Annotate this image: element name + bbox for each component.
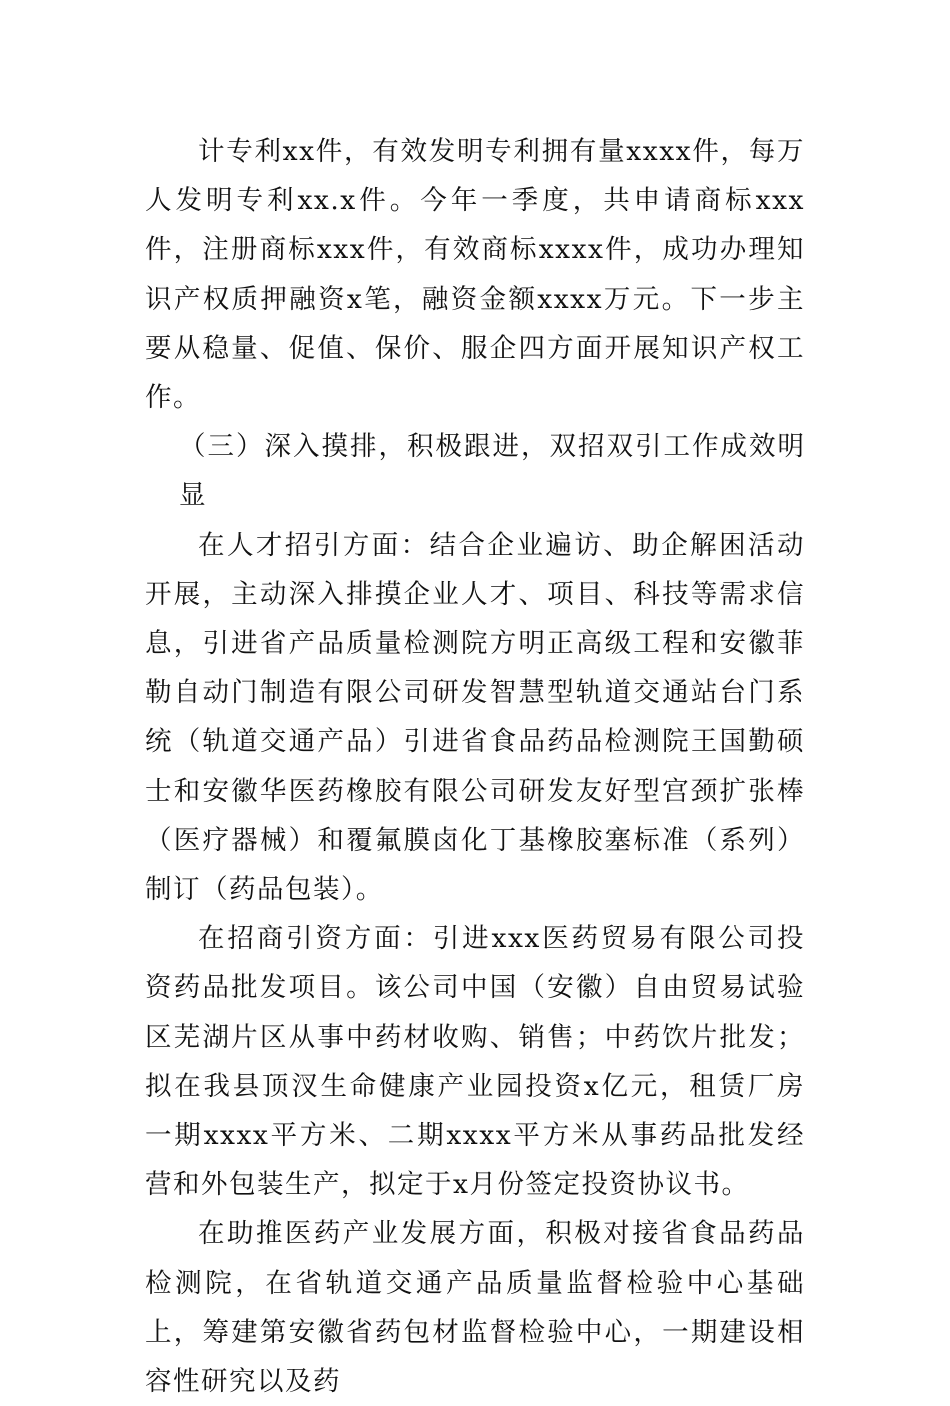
paragraph-talent-recruitment: 在人才招引方面：结合企业遍访、助企解困活动开展，主动深入排摸企业人才、项目、科技等需求信息，引进省产品质量检测院方明正高级工程和安徽菲勒自动门制造有限公司研发智慧型轨道交通站台门系统（轨道交通产品）引进省食品药品检测院王国勤硕士和安徽华医药橡胶有限公司研发友好型宫颈扩张棒（医疗器械）和覆氟膜卤化丁基橡胶塞标准（系列）制订（药品包装）。: [145, 529, 805, 906]
paragraph-pharma-industry: 在助推医药产业发展方面，积极对接省食品药品检测院，在省轨道交通产品质量监督检验中心基础上，筹建第安徽省药包材监督检验中心，一期建设相容性研究以及药: [145, 1218, 805, 1398]
paragraph-investment-attraction: 在招商引资方面：引进xxx医药贸易有限公司投资药品批发项目。该公司中国（安徽）自由贸易试验区芜湖片区从事中药材收购、销售；中药饮片批发；拟在我县顶汊生命健康产业园投资x亿元，租赁厂房一期xxxx平方米、二期xxxx平方米从事药品批发经营和外包装生产，拟定于x月份签定投资协议书。: [145, 923, 805, 1201]
section-heading-3: （三）深入摸排，积极跟进，双招双引工作成效明显: [179, 431, 805, 512]
document-body: [145, 127, 805, 1406]
paragraph-patent-stats: 计专利xx件，有效发明专利拥有量xxxx件，每万人发明专利xx.x件。今年一季度，共申请商标xxx件，注册商标xxx件，有效商标xxxx件，成功办理知识产权质押融资x笔，融资金额xxxx万元。下一步主要从稳量、促值、保价、服企四方面开展知识产权工作。: [145, 136, 805, 414]
